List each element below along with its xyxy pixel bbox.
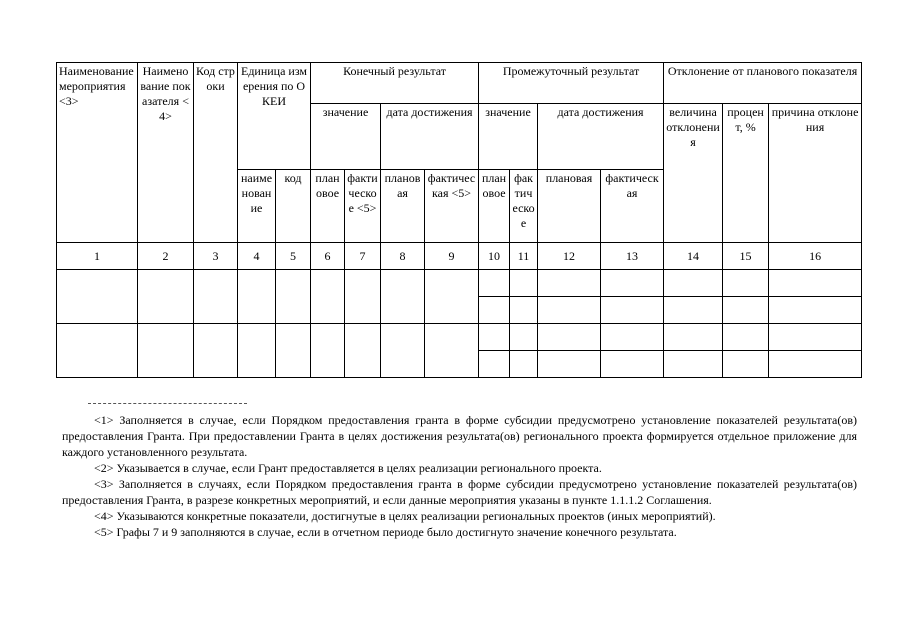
header-interim-value-planned: плановое: [479, 170, 510, 243]
header-final-result: Конечный результат: [311, 63, 479, 104]
table-cell: [510, 297, 538, 324]
table-cell: [510, 270, 538, 297]
column-number: 14: [664, 243, 723, 270]
header-interim-result: Промежуточный результат: [479, 63, 664, 104]
table-cell: [769, 324, 862, 351]
table-cell: [723, 351, 769, 378]
column-number: 3: [194, 243, 238, 270]
report-table: [56, 62, 862, 378]
footnote-4: <4> Указываются конкретные показатели, достигнутые в целях реализации региональных проектов (иных мероприятий).: [94, 509, 716, 523]
column-number: 10: [479, 243, 510, 270]
header-final-date: дата достижения: [381, 104, 479, 170]
table-cell: [538, 351, 601, 378]
column-number: 13: [601, 243, 664, 270]
table-cell: [194, 270, 238, 324]
table-cell: [479, 297, 510, 324]
table-cell: [479, 270, 510, 297]
table-cell: [769, 297, 862, 324]
column-number: 8: [381, 243, 425, 270]
column-number: 15: [723, 243, 769, 270]
table-cell: [381, 324, 425, 378]
column-number: 2: [138, 243, 194, 270]
column-number-row: [57, 243, 862, 270]
table-cell: [425, 270, 479, 324]
table-row: [57, 270, 862, 297]
table-cell: [238, 324, 276, 378]
footnote-separator: [88, 403, 247, 404]
header-interim-value: значение: [479, 104, 538, 170]
header-deviation-percent: процент, %: [723, 104, 769, 243]
column-number: 5: [276, 243, 311, 270]
footnote-2: <2> Указывается в случае, если Грант предоставляется в целях реализации регионального проекта.: [94, 461, 602, 475]
table-cell: [664, 351, 723, 378]
column-number: 4: [238, 243, 276, 270]
table-cell: [345, 270, 381, 324]
header-interim-value-actual: фактическое: [510, 170, 538, 243]
table-cell: [311, 324, 345, 378]
column-number: 12: [538, 243, 601, 270]
table-cell: [601, 297, 664, 324]
footnote-3: <3> Заполняется в случаях, если Порядком предоставления гранта в форме субсидии предусмотрено установление показателей результата(ов) предоставления Гранта, в разрезе конкретных мероприятий, и если данные мероприятия указаны в пункте 1.1.1.2 Соглашения.: [62, 477, 857, 507]
table-cell: [769, 351, 862, 378]
header-interim-date: дата достижения: [538, 104, 664, 170]
header-deviation-amount: величина отклонения: [664, 104, 723, 243]
table-cell: [538, 297, 601, 324]
footnote-1: <1> Заполняется в случае, если Порядком предоставления гранта в форме субсидии предусмотрено установление показателей результата(ов) предоставления Гранта. При предоставлении Гранта в целях достижения результата(ов) регионального проекта формируется отдельное приложение для каждого установленного результата.: [62, 413, 857, 459]
table-cell: [479, 324, 510, 351]
header-final-value: значение: [311, 104, 381, 170]
header-unit-code: код: [276, 170, 311, 243]
table-cell: [664, 270, 723, 297]
table-cell: [194, 324, 238, 378]
table-cell: [381, 270, 425, 324]
table-cell: [276, 324, 311, 378]
footnote-5: <5> Графы 7 и 9 заполняются в случае, если в отчетном периоде было достигнуто значение конечного результата.: [94, 525, 677, 539]
column-number: 1: [57, 243, 138, 270]
table-cell: [138, 270, 194, 324]
table-cell: [479, 351, 510, 378]
header-final-value-planned: плановое: [311, 170, 345, 243]
header-indicator-name: Наименование показателя <4>: [138, 63, 194, 243]
column-number: 6: [311, 243, 345, 270]
table-cell: [723, 324, 769, 351]
table-cell: [723, 297, 769, 324]
table-cell: [345, 324, 381, 378]
header-unit: Единица измерения по ОКЕИ: [238, 63, 311, 170]
table-cell: [311, 270, 345, 324]
footnotes: [62, 412, 857, 540]
header-interim-date-planned: плановая: [538, 170, 601, 243]
header-event-name: Наименование мероприятия <3>: [57, 63, 138, 243]
table-cell: [138, 324, 194, 378]
column-number: 16: [769, 243, 862, 270]
table-cell: [538, 324, 601, 351]
table-cell: [723, 270, 769, 297]
table-cell: [57, 324, 138, 378]
header-interim-date-actual: фактическая: [601, 170, 664, 243]
column-number: 11: [510, 243, 538, 270]
table-cell: [601, 324, 664, 351]
table-cell: [538, 270, 601, 297]
table-cell: [601, 270, 664, 297]
table-cell: [425, 324, 479, 378]
header-deviation-reason: причина отклонения: [769, 104, 862, 243]
header-final-date-actual: фактическая <5>: [425, 170, 479, 243]
header-row-code: Код строки: [194, 63, 238, 243]
column-number: 7: [345, 243, 381, 270]
header-final-date-planned: плановая: [381, 170, 425, 243]
table-cell: [664, 324, 723, 351]
column-number: 9: [425, 243, 479, 270]
table-cell: [510, 351, 538, 378]
table-cell: [238, 270, 276, 324]
table-cell: [276, 270, 311, 324]
table-cell: [664, 297, 723, 324]
table-row: [57, 324, 862, 351]
table-cell: [601, 351, 664, 378]
header-deviation: Отклонение от планового показателя: [664, 63, 862, 104]
table-cell: [510, 324, 538, 351]
table-cell: [57, 270, 138, 324]
header-unit-name: наименование: [238, 170, 276, 243]
header-final-value-actual: фактическое <5>: [345, 170, 381, 243]
table-cell: [769, 270, 862, 297]
